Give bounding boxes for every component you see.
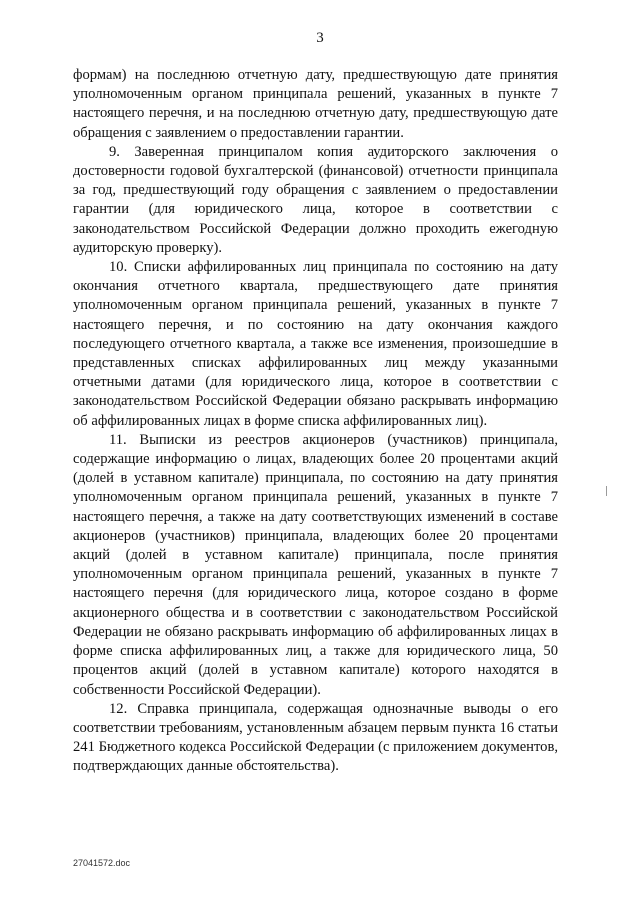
document-body <box>73 66 558 777</box>
paragraph-continuation: формам) на последнюю отчетную дату, предшествующую дате принятия уполномоченным органом принципала решений, указанных в пункте 7 настоящего перечня, и на последнюю отчетную дату, предшествующую дате обращения с заявлением о предоставлении гарантии. <box>73 67 558 141</box>
paragraph-item-9: 9. Заверенная принципалом копия аудиторского заключения о достоверности годовой бухгалтерской (финансовой) отчетности принципала за год, предшествующий году обращения с заявлением о предоставлении гарантии (для юридического лица, которое в соответствии с законодательством Российской Федерации должно проходить ежегодную аудиторскую проверку). <box>73 143 558 256</box>
scan-artifact-mark <box>606 486 607 496</box>
paragraph-item-12: 12. Справка принципала, содержащая однозначные выводы о его соответствии требованиям, установленным абзацем первым пункта 16 статьи 241 Бюджетного кодекса Российской Федерации (с приложением документов, подтверждающих данные обстоятельства). <box>73 700 558 775</box>
document-file-code: 27041572.doc <box>73 858 131 868</box>
paragraph-item-11: 11. Выписки из реестров акционеров (участников) принципала, содержащие информацию о лицах, владеющих более 20 процентами акций (долей в уставном капитале) принципала, по состоянию на дату принятия уполномоченным органом принципала решений, указанных в пункте 7 настоящего перечня, а также на дату соответствующих изменений в составе акционеров (участников) принципала, владеющих более 20 процентами акций (долей в уставном капитале) принципала, после принятия уполномоченным органом принципала решений, указанных в пункте 7 настоящего перечня (для юридического лица, которое создано в форме акционерного общества и в соответствии с законодательством Российской Федерации не обязано раскрывать информацию об аффилированных лицах в форме списка аффилированных лиц, а также для юридического лица, 50 процентов акций (долей в уставном капитале) которого находятся в собственности Российской Федерации). <box>73 431 558 698</box>
paragraph-item-10: 10. Списки аффилированных лиц принципала по состоянию на дату окончания отчетного квартала, предшествующего дате принятия уполномоченным органом принципала решений, указанных в пункте 7 настоящего перечня, и по состоянию на дату окончания каждого последующего отчетного квартала, а также все изменения, произошедшие в представленных списках аффилированных лиц между указанными отчетными датами (для юридического лица, которое в соответствии с законодательством Российской Федерации обязано раскрывать информацию об аффилированных лицах в форме списка аффилированных лиц). <box>73 259 558 429</box>
page-number: 3 <box>316 30 324 46</box>
